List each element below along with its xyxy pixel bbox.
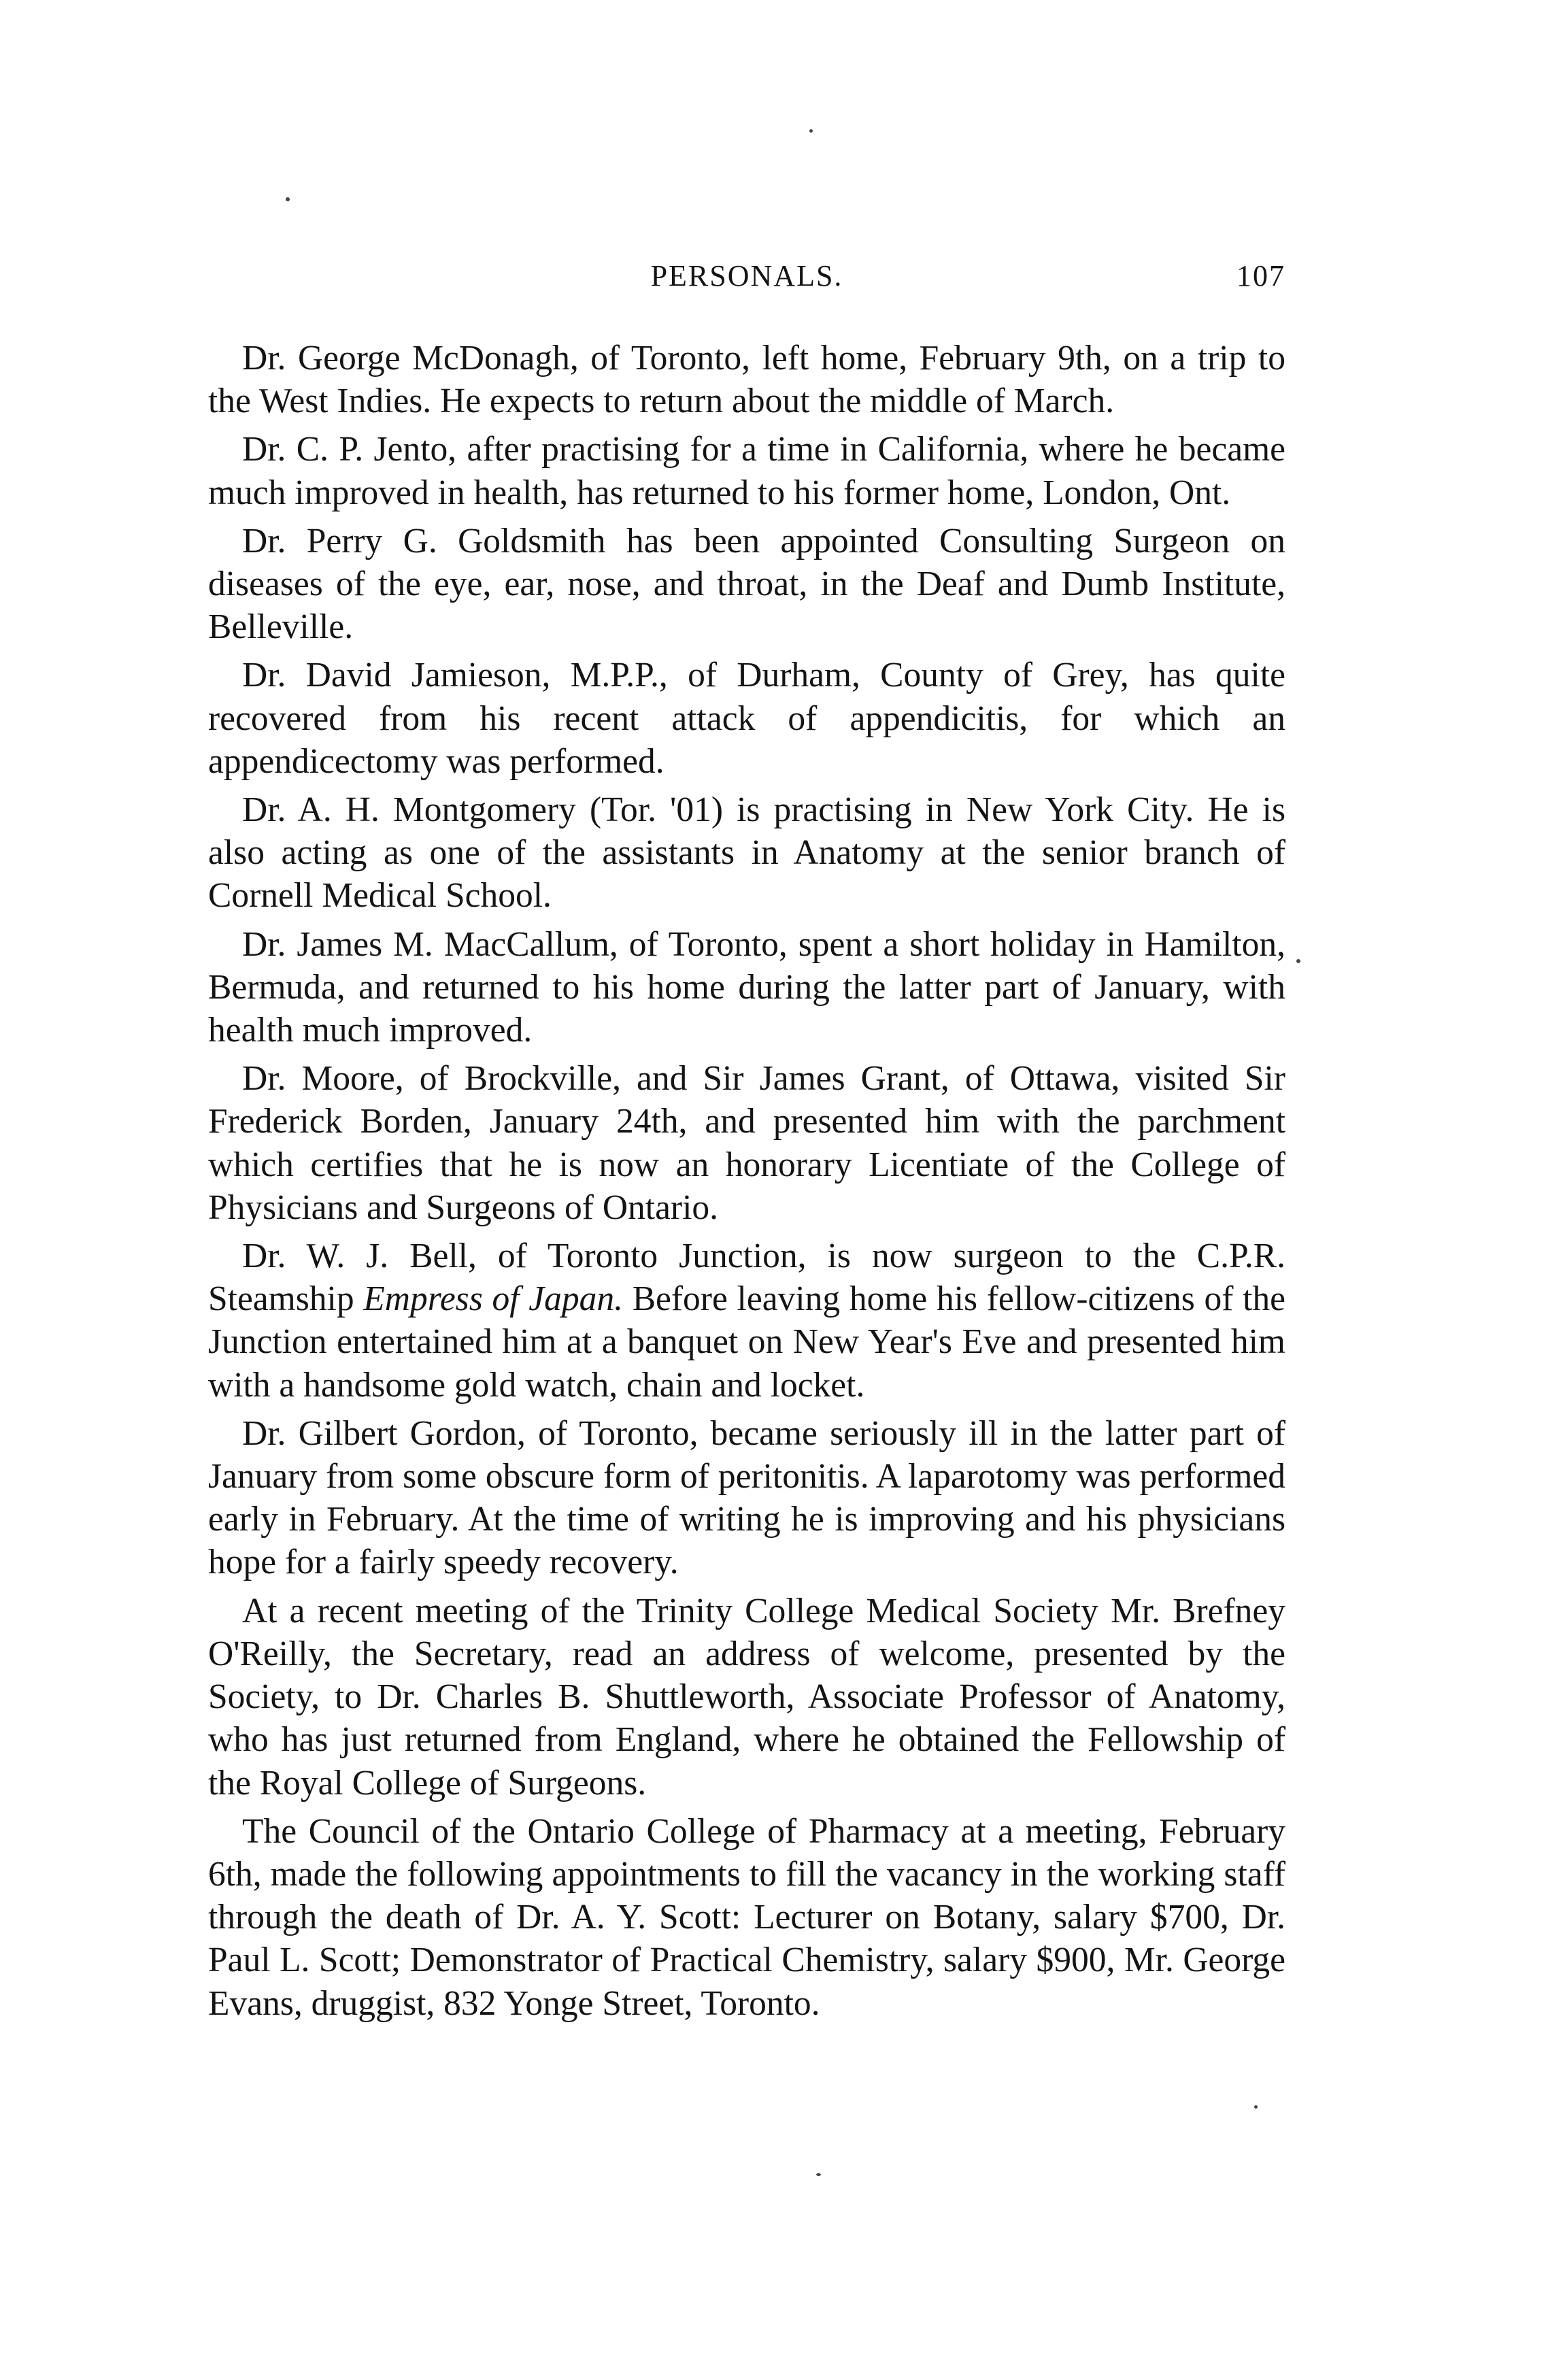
ship-name: Empress of Japan. [363, 1279, 623, 1319]
page-number: 107 [1236, 259, 1285, 292]
scan-speck [1254, 2105, 1258, 2109]
paragraph-gordon: Dr. Gilbert Gordon, of Toronto, became seriously ill in the latter part of January from some obscure form of peritonitis. A laparotomy was performed early in February. At the time of writing he is improving and his physicians hope for a fairly speedy recovery. [208, 1413, 1285, 1582]
paragraph-mcdonagh: Dr. George McDonagh, of Toronto, left home, February 9th, on a trip to the West Indies. He expects to return about the middle of March. [208, 339, 1285, 421]
page-title: PERSONALS. [650, 259, 843, 292]
paragraph-bell [208, 1235, 1285, 1407]
scan-speck [809, 129, 813, 133]
paragraph-bell-text-start: Dr. W. J. Bell, of Toronto Junction, is now surgeon to the C.P.R. Steamship [208, 1237, 1285, 1319]
paragraph-jamieson: Dr. David Jamieson, M.P.P., of Durham, County of Grey, has quite recovered from his recent attack of appendicitis, for which an appendicectomy was performed. [208, 656, 1285, 781]
running-header [208, 258, 1285, 306]
paragraph-goldsmith: Dr. Perry G. Goldsmith has been appointed Consulting Surgeon on diseases of the eye, ear, nose, and throat, in the Deaf and Dumb Institute, Belleville. [208, 521, 1285, 647]
paragraph-moore-grant: Dr. Moore, of Brockville, and Sir James Grant, of Ottawa, visited Sir Frederick Borden, January 24th, and presented him with the parchment which certifies that he is now an honorary Licentiate of the College of Physicians and Surgeons of Ontario. [208, 1059, 1285, 1227]
paragraph-bell-text-end: Before leaving home his fellow-citizens of the Junction entertained him at a banquet on New Year's Eve and presented him with a handsome gold watch, chain and locket. [208, 1279, 1286, 1405]
paragraph-jento: Dr. C. P. Jento, after practising for a time in California, where he became much improved in health, has returned to his former home, London, Ont. [208, 430, 1285, 512]
article-body [208, 337, 1285, 2030]
paragraph-trinity-society: At a recent meeting of the Trinity College Medical Society Mr. Brefney O'Reilly, the Secretary, read an address of welcome, presented by the Society, to Dr. Charles B. Shuttleworth, Associate Professor of Anatomy, who has just returned from England, where he obtained the Fellowship of the Royal College of Surgeons. [208, 1591, 1285, 1803]
paragraph-montgomery: Dr. A. H. Montgomery (Tor. '01) is practising in New York City. He is also acting as one of the assistants in Anatomy at the senior branch of Cornell Medical School. [208, 790, 1285, 916]
scan-speck [1296, 959, 1300, 963]
scan-speck [286, 197, 290, 201]
scan-speck [816, 2173, 821, 2176]
paragraph-maccallum: Dr. James M. MacCallum, of Toronto, spent a short holiday in Hamilton, Bermuda, and returned to his home during the latter part of January, with health much improved. [208, 924, 1285, 1050]
paragraph-pharmacy-council: The Council of the Ontario College of Pharmacy at a meeting, February 6th, made the following appointments to fill the vacancy in the working staff through the death of Dr. A. Y. Scott: Lecturer on Botany, salary $700, Dr. Paul L. Scott; Demonstrator of Practical Chemistry, salary $900, Mr. George Evans, druggist, 832 Yonge Street, Toronto. [208, 1811, 1285, 2023]
